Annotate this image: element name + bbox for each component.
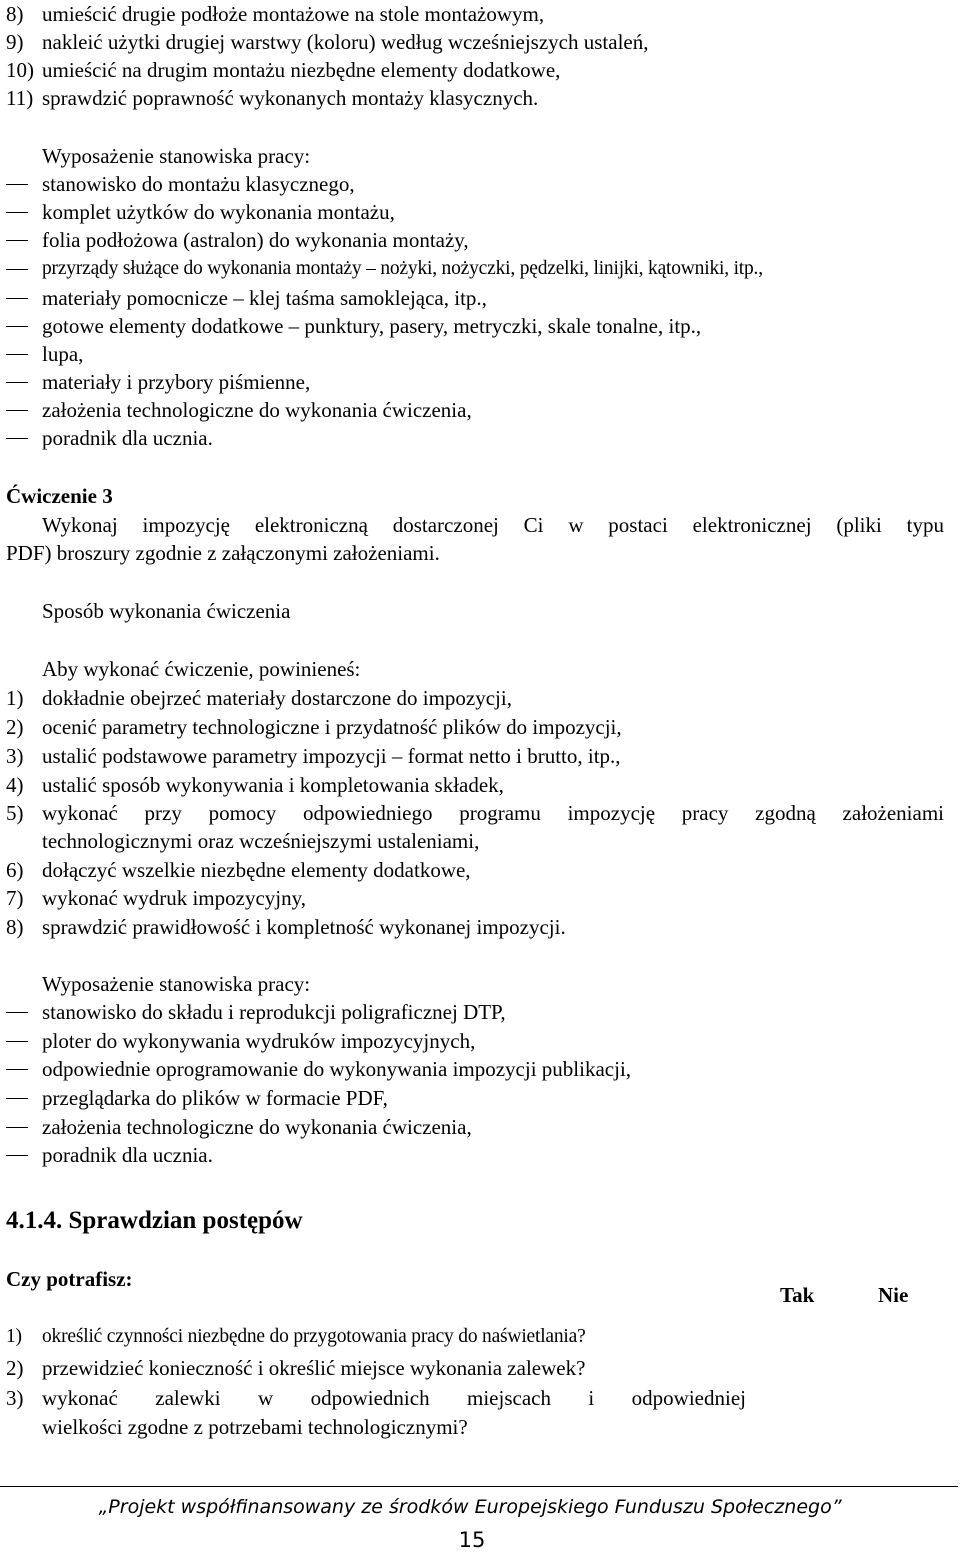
- method-step-continuation: technologicznymi oraz wcześniejszymi ustaleniami,: [42, 829, 480, 853]
- item-text: wykonać zalewki w odpowiednich miejscach i odpowiedniej: [42, 1386, 746, 1410]
- item-text: określić czynności niezbędne do przygotowania pracy do naświetlania?: [42, 1326, 586, 1347]
- footer-rule: [0, 1486, 958, 1487]
- equip1-item-text: materiały pomocnicze – klej taśma samoklejąca, itp.,: [42, 286, 487, 310]
- step-text: ustalić sposób wykonywania i kompletowania składek,: [42, 773, 504, 797]
- method-intro: Aby wykonać ćwiczenie, powinieneś:: [42, 657, 361, 681]
- equip2-item-text: przeglądarka do plików w formacie PDF,: [42, 1086, 388, 1110]
- dash-bullet: [6, 1041, 28, 1042]
- exercise-title: Ćwiczenie 3: [6, 484, 113, 508]
- dash-bullet: [6, 212, 28, 213]
- step-text: wykonać przy pomocy odpowiedniego programu impozycję pracy zgodną założeniami: [42, 801, 944, 825]
- exercise-description-line2: PDF) broszury zgodnie z załączonymi założeniami.: [6, 541, 440, 565]
- equip2-item-text: poradnik dla ucznia.: [42, 1143, 213, 1167]
- step-text: sprawdzić prawidłowość i kompletność wykonanej impozycji.: [42, 915, 566, 939]
- equip2-title: Wyposażenie stanowiska pracy:: [42, 972, 311, 996]
- step-number: 11): [6, 86, 34, 110]
- dash-bullet: [6, 1155, 28, 1156]
- step-text: umieścić na drugim montażu niezbędne elementy dodatkowe,: [42, 58, 561, 82]
- step-number: 10): [6, 58, 34, 82]
- column-header-yes: Tak: [780, 1283, 815, 1307]
- equip1-item-text: materiały i przybory piśmienne,: [42, 370, 311, 394]
- step-text: sprawdzić poprawność wykonanych montaży klasycznych.: [42, 86, 539, 110]
- dash-bullet: [6, 269, 28, 270]
- progress-item-continuation: wielkości zgodne z potrzebami technologicznymi?: [42, 1415, 468, 1439]
- step-text: nakleić użytki drugiej warstwy (koloru) według wcześniejszych ustaleń,: [42, 30, 649, 54]
- equip1-item-text: przyrządy służące do wykonania montaży – nożyki, nożyczki, pędzelki, linijki, kątowniki, itp.,: [42, 258, 763, 279]
- step-text: wykonać wydruk impozycyjny,: [42, 886, 306, 910]
- step-number: 4): [6, 773, 24, 797]
- dash-bullet: [6, 1069, 28, 1070]
- step-number: 9): [6, 30, 24, 54]
- equip1-item-text: komplet użytków do wykonania montażu,: [42, 200, 395, 224]
- page-number: 15: [458, 1528, 486, 1552]
- step-number: 7): [6, 886, 24, 910]
- equip1-item-text: folia podłożowa (astralon) do wykonania montaży,: [42, 228, 469, 252]
- footer-text: „Projekt współfinansowany ze środków Europejskiego Funduszu Społecznego”: [98, 1496, 842, 1518]
- step-number: 1): [6, 686, 24, 710]
- equip1-title: Wyposażenie stanowiska pracy:: [42, 144, 311, 168]
- dash-bullet: [6, 1098, 28, 1099]
- column-header-no: Nie: [878, 1283, 909, 1307]
- item-number: 3): [6, 1386, 24, 1410]
- equip2-item-text: odpowiednie oprogramowanie do wykonywania impozycji publikacji,: [42, 1057, 632, 1081]
- equip1-item-text: założenia technologiczne do wykonania ćwiczenia,: [42, 398, 472, 422]
- step-text: ustalić podstawowe parametry impozycji – format netto i brutto, itp.,: [42, 744, 621, 768]
- section-heading: 4.1.4. Sprawdzian postępów: [6, 1207, 303, 1234]
- exercise-description-line1: Wykonaj impozycję elektroniczną dostarczonej Ci w postaci elektronicznej (pliki typu: [42, 513, 944, 537]
- step-text: dokładnie obejrzeć materiały dostarczone do impozycji,: [42, 686, 512, 710]
- dash-bullet: [6, 184, 28, 185]
- step-number: 8): [6, 915, 24, 939]
- equip1-item-text: stanowisko do montażu klasycznego,: [42, 172, 355, 196]
- equip2-item-text: stanowisko do składu i reprodukcji poligraficznej DTP,: [42, 1000, 506, 1024]
- item-number: 2): [6, 1356, 24, 1380]
- step-text: ocenić parametry technologiczne i przydatność plików do impozycji,: [42, 715, 622, 739]
- dash-bullet: [6, 438, 28, 439]
- dash-bullet: [6, 410, 28, 411]
- step-text: umieścić drugie podłoże montażowe na stole montażowym,: [42, 2, 545, 26]
- dash-bullet: [6, 298, 28, 299]
- item-number: 1): [6, 1326, 22, 1347]
- dash-bullet: [6, 1012, 28, 1013]
- step-number: 2): [6, 715, 24, 739]
- equip2-item-text: ploter do wykonywania wydruków impozycyjnych,: [42, 1029, 476, 1053]
- method-title: Sposób wykonania ćwiczenia: [42, 599, 291, 623]
- dash-bullet: [6, 354, 28, 355]
- equip1-item-text: poradnik dla ucznia.: [42, 426, 213, 450]
- progress-question: Czy potrafisz:: [6, 1267, 133, 1291]
- equip2-item-text: założenia technologiczne do wykonania ćwiczenia,: [42, 1115, 472, 1139]
- equip1-item-text: gotowe elementy dodatkowe – punktury, pasery, metryczki, skale tonalne, itp.,: [42, 314, 702, 338]
- dash-bullet: [6, 382, 28, 383]
- dash-bullet: [6, 326, 28, 327]
- step-number: 6): [6, 858, 24, 882]
- step-number: 8): [6, 2, 24, 26]
- step-number: 5): [6, 801, 24, 825]
- equip1-item-text: lupa,: [42, 342, 84, 366]
- step-text: dołączyć wszelkie niezbędne elementy dodatkowe,: [42, 858, 471, 882]
- item-text: przewidzieć konieczność i określić miejsce wykonania zalewek?: [42, 1356, 586, 1380]
- step-number: 3): [6, 744, 24, 768]
- dash-bullet: [6, 240, 28, 241]
- dash-bullet: [6, 1127, 28, 1128]
